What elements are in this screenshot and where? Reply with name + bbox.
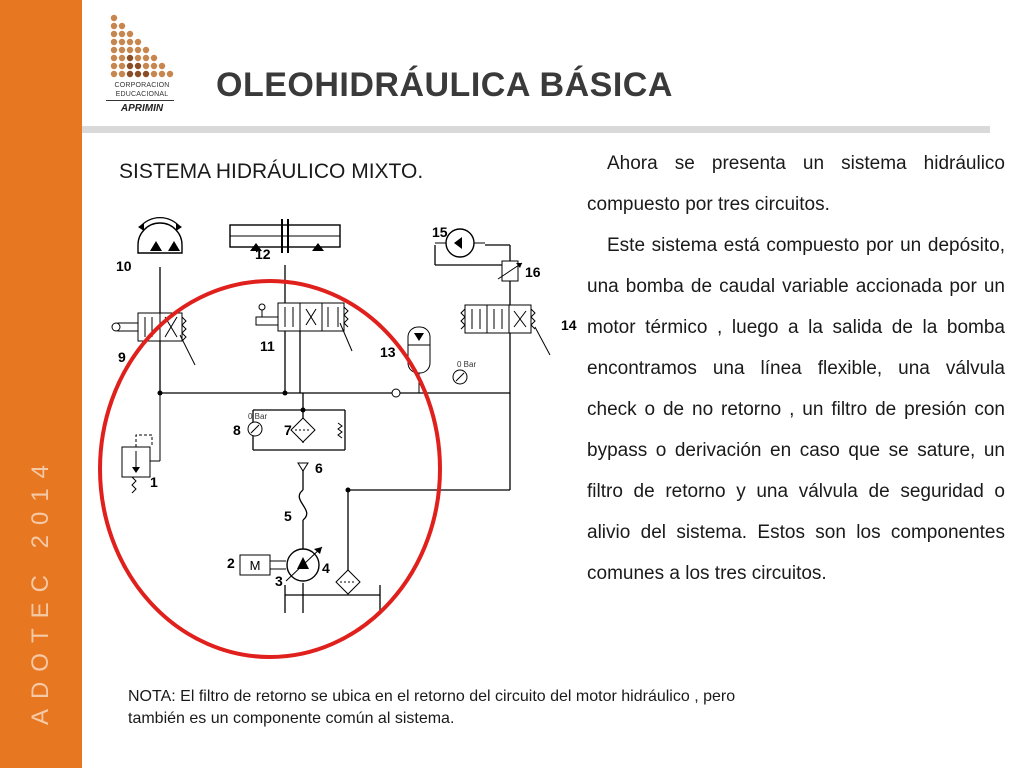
page-title: OLEOHIDRÁULICA BÁSICA — [216, 66, 673, 104]
hydraulic-cylinder-12 — [230, 219, 340, 253]
thermal-motor-2 — [240, 555, 286, 575]
label-16: 16 — [525, 264, 541, 280]
title-divider — [82, 126, 990, 133]
logo-line-2: EDUCACIONAL — [115, 91, 169, 98]
label-8: 8 — [233, 422, 241, 438]
logo-brand: APRIMIN — [120, 103, 164, 114]
label-10: 10 — [116, 258, 132, 274]
svg-text:M: M — [249, 558, 261, 573]
paragraph-2: Este sistema está compuesto por un depósito, una bomba de caudal variable accionada por un motor térmico , luego a la salida de la bomba encontramos una línea flexible, una válvula check o de no retorno , un filtro de presión con bypass o derivación en caso que se sature, un filtro de retorno y una válvula de seguridad o alivio del sistema. Estos son los componentes comunes a los tres circuitos. — [587, 235, 1005, 584]
check-valve-6 — [298, 463, 308, 471]
label-11: 11 — [260, 338, 275, 354]
gauge-label-14: 0 Bar — [457, 360, 477, 369]
label-9: 9 — [118, 349, 126, 365]
label-6: 6 — [315, 460, 323, 476]
return-filter — [336, 570, 360, 594]
description-text — [587, 143, 1005, 594]
pressure-gauge-14 — [453, 370, 467, 384]
label-1: 1 — [150, 474, 158, 490]
pressure-gauge-8 — [248, 422, 262, 436]
pressure-filter-7 — [291, 418, 342, 442]
flow-control-16 — [498, 261, 522, 281]
variable-pump-3 — [286, 547, 322, 581]
label-15: 15 — [432, 224, 448, 240]
hydraulic-motor-10 — [138, 218, 182, 253]
hydraulic-schematic — [90, 205, 580, 675]
label-14: 14 — [561, 317, 577, 333]
paragraph-1: Ahora se presenta un sistema hidráulico compuesto por tres circuitos. — [587, 153, 1005, 215]
flexible-hose-5 — [299, 490, 307, 520]
label-12: 12 — [255, 246, 271, 262]
side-band-text: ADOTEC 2014 — [27, 454, 54, 726]
side-band — [0, 0, 82, 768]
label-2: 2 — [227, 555, 235, 571]
label-5: 5 — [284, 508, 292, 524]
label-13: 13 — [380, 344, 396, 360]
diagram-subtitle: SISTEMA HIDRÁULICO MIXTO. — [119, 160, 424, 183]
footer-note: NOTA: El filtro de retorno se ubica en el retorno del circuito del motor hidráulico , pero también es un componente común al sistema. — [128, 688, 736, 727]
label-7: 7 — [284, 422, 292, 438]
gauge-label-8: 0 Bar — [248, 412, 268, 421]
directional-valve-14 — [461, 305, 550, 355]
label-4: 4 — [322, 560, 330, 576]
label-3: 3 — [275, 573, 283, 589]
logo-line-1: CORPORACION — [114, 82, 170, 89]
